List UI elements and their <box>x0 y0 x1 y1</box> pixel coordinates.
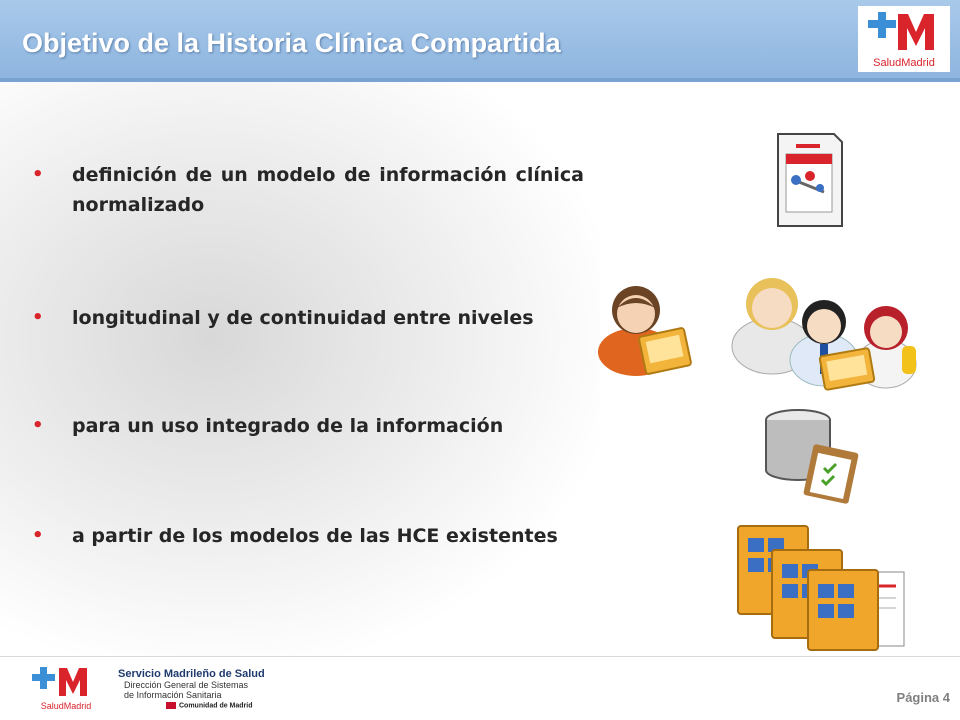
clinical-team-icon <box>726 266 922 396</box>
org-sub-line-2: de Información Sanitaria <box>124 690 222 700</box>
bullet-item <box>32 160 584 220</box>
comunidad-text: Comunidad de Madrid <box>179 702 253 710</box>
bullet-dot: • <box>32 415 44 436</box>
page-number: Página 4 <box>896 690 950 705</box>
database-checklist-icon <box>762 406 866 506</box>
footer-saludmadrid-logo <box>26 662 106 712</box>
saludmadrid-logo <box>858 6 950 72</box>
footer-divider <box>0 656 960 657</box>
bullet-dot: • <box>32 164 44 185</box>
footer-logo-text: SaludMadrid <box>40 701 92 711</box>
org-block <box>118 668 265 700</box>
org-name: Servicio Madrileño de Salud <box>118 668 265 680</box>
bullet-dot: • <box>32 307 44 328</box>
bullet-text: definición de un modelo de información clínica normalizado <box>72 164 584 216</box>
clinical-document-icon <box>772 130 846 230</box>
bullet-item <box>32 411 584 441</box>
patient-folder-icon <box>596 272 696 376</box>
bullet-item <box>32 303 584 333</box>
bullet-text: a partir de los modelos de las HCE existentes <box>72 525 558 547</box>
bullet-item <box>32 521 584 551</box>
slide-title: Objetivo de la Historia Clínica Compartida <box>22 28 561 58</box>
flag-icon <box>166 702 176 709</box>
logo-text: SaludMadrid <box>873 57 935 69</box>
ehr-folders-icon <box>734 520 910 652</box>
bullet-text: longitudinal y de continuidad entre niveles <box>72 307 534 329</box>
header-bar <box>0 0 960 82</box>
org-sub-line-1: Dirección General de Sistemas <box>124 680 249 690</box>
bullet-dot: • <box>32 525 44 546</box>
bullet-text: para un uso integrado de la información <box>72 415 504 437</box>
comunidad-logo <box>166 702 253 709</box>
